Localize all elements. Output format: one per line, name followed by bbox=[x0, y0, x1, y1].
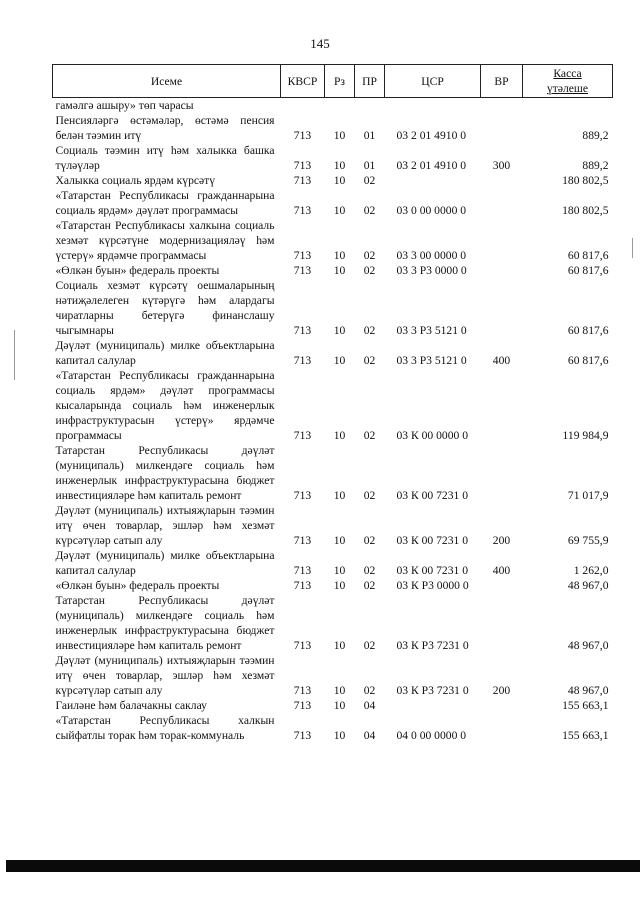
cell-pr: 02 bbox=[363, 534, 376, 547]
cell-csr: 04 0 00 0000 0 bbox=[396, 729, 467, 742]
cell-kvsr: 713 bbox=[293, 159, 312, 172]
table-row bbox=[53, 113, 613, 143]
cell-rz: 10 bbox=[333, 639, 346, 652]
cell-pr: 02 bbox=[363, 684, 376, 697]
cell-csr bbox=[385, 98, 481, 114]
cell-kvsr: 713 bbox=[293, 699, 312, 712]
cell-rz: 10 bbox=[333, 264, 346, 277]
table-row bbox=[53, 218, 613, 263]
cell-csr: 03 2 01 4910 0 bbox=[396, 129, 467, 142]
cell-kvsr: 713 bbox=[293, 429, 312, 442]
cell-pr bbox=[355, 98, 385, 114]
cell-name: Татарстан Республикасы дәүләт (муниципаль) милкендәге социаль һәм инженерлык инфраструктурасына бюджет инвестицияләре һәм капиталь ремонт bbox=[55, 444, 275, 502]
cell-amount: 1 262,0 bbox=[573, 564, 609, 577]
cell-csr: 03 3 Р3 0000 0 bbox=[396, 264, 467, 277]
cell-vr bbox=[481, 218, 523, 263]
cell-kvsr: 713 bbox=[293, 249, 312, 262]
cell-rz: 10 bbox=[333, 489, 346, 502]
cell-csr: 03 К Р3 0000 0 bbox=[396, 579, 469, 592]
cell-pr: 02 bbox=[363, 579, 376, 592]
cell-vr: 300 bbox=[492, 159, 511, 172]
cell-amount: 48 967,0 bbox=[567, 639, 609, 652]
cell-rz: 10 bbox=[333, 249, 346, 262]
cell-kvsr: 713 bbox=[293, 579, 312, 592]
cell-csr: 03 2 01 4910 0 bbox=[396, 159, 467, 172]
cell-amount: 155 663,1 bbox=[562, 729, 609, 742]
cell-kvsr: 713 bbox=[293, 534, 312, 547]
table-row bbox=[53, 698, 613, 713]
cell-name: Социаль тәэмин итү һәм халыкка башка түләүләр bbox=[55, 144, 275, 172]
cell-pr: 02 bbox=[363, 264, 376, 277]
cell-pr: 02 bbox=[363, 204, 376, 217]
cell-csr bbox=[385, 173, 481, 188]
cell-rz: 10 bbox=[333, 354, 346, 367]
cell-amount: 48 967,0 bbox=[567, 579, 609, 592]
cell-name: Социаль хезмәт күрсәтү оешмаларының нәтиҗәлелеген күтәрүгә һәм алардагы чиратларны бетерүгә финанслашу чыгымнары bbox=[55, 279, 275, 337]
cell-amount: 889,2 bbox=[582, 129, 609, 142]
cell-amount: 60 817,6 bbox=[567, 324, 609, 337]
cell-name: Дәүләт (муниципаль) ихтыяҗларын тәэмин итү өчен товарлар, эшләр һәм хезмәт күрсәтүләр сатып алу bbox=[55, 654, 275, 697]
cell-vr bbox=[481, 698, 523, 713]
cell-rz: 10 bbox=[333, 324, 346, 337]
cell-rz bbox=[325, 98, 355, 114]
cell-pr: 01 bbox=[363, 129, 376, 142]
table-row bbox=[53, 653, 613, 698]
cell-kvsr: 713 bbox=[293, 684, 312, 697]
cell-rz: 10 bbox=[333, 534, 346, 547]
header-rz: Рз bbox=[325, 65, 355, 98]
cell-csr: 03 3 Р3 5121 0 bbox=[396, 324, 467, 337]
cell-name: «Өлкән буын» федераль проекты bbox=[55, 579, 220, 592]
table-row bbox=[53, 173, 613, 188]
cell-csr: 03 К Р3 7231 0 bbox=[396, 639, 469, 652]
cell-csr: 03 0 00 0000 0 bbox=[396, 204, 467, 217]
table-row bbox=[53, 143, 613, 173]
table-row bbox=[53, 188, 613, 218]
cell-kvsr: 713 bbox=[293, 354, 312, 367]
cell-csr: 03 К 00 7231 0 bbox=[396, 534, 468, 547]
table-row bbox=[53, 263, 613, 278]
table-row bbox=[53, 98, 613, 114]
page-number: 145 bbox=[310, 36, 330, 51]
header-kvsr: КВСР bbox=[281, 65, 325, 98]
cell-name: Дәүләт (муниципаль) милке объектларына капитал салулар bbox=[55, 339, 275, 367]
cell-pr: 02 bbox=[363, 324, 376, 337]
cell-vr bbox=[481, 593, 523, 653]
cell-kvsr: 713 bbox=[293, 564, 312, 577]
cell-rz: 10 bbox=[333, 174, 346, 187]
scan-bottom-bar bbox=[6, 860, 640, 872]
cell-kvsr: 713 bbox=[293, 324, 312, 337]
cell-kvsr bbox=[281, 98, 325, 114]
cell-amount: 119 984,9 bbox=[562, 429, 609, 442]
cell-name: «Өлкән буын» федераль проекты bbox=[55, 264, 220, 277]
cell-kvsr: 713 bbox=[293, 729, 312, 742]
cell-csr: 03 К 00 7231 0 bbox=[396, 564, 468, 577]
cell-rz: 10 bbox=[333, 429, 346, 442]
cell-pr: 02 bbox=[363, 354, 376, 367]
cell-vr bbox=[481, 188, 523, 218]
cell-vr: 400 bbox=[492, 564, 511, 577]
cell-name: «Татарстан Республикасы халкын сыйфатлы торак һәм торак-коммуналь bbox=[55, 714, 275, 742]
cell-csr: 03 3 Р3 5121 0 bbox=[396, 354, 467, 367]
header-kassa-line1: Касса bbox=[553, 67, 582, 80]
cell-kvsr: 713 bbox=[293, 264, 312, 277]
cell-vr: 200 bbox=[492, 534, 511, 547]
table-row bbox=[53, 578, 613, 593]
cell-pr: 04 bbox=[363, 699, 376, 712]
margin-mark-left bbox=[14, 330, 15, 380]
cell-csr: 03 К 00 7231 0 bbox=[396, 489, 468, 502]
cell-rz: 10 bbox=[333, 729, 346, 742]
cell-amount: 60 817,6 bbox=[567, 249, 609, 262]
cell-amount: 180 802,5 bbox=[562, 174, 609, 187]
cell-csr: 03 К 00 0000 0 bbox=[396, 429, 468, 442]
cell-rz: 10 bbox=[333, 204, 346, 217]
table-row bbox=[53, 593, 613, 653]
cell-pr: 02 bbox=[363, 249, 376, 262]
cell-pr: 04 bbox=[363, 729, 376, 742]
cell-pr: 02 bbox=[363, 174, 376, 187]
cell-kvsr: 713 bbox=[293, 174, 312, 187]
table-row bbox=[53, 503, 613, 548]
cell-amount: 155 663,1 bbox=[562, 699, 609, 712]
table-row bbox=[53, 338, 613, 368]
cell-csr: 03 3 00 0000 0 bbox=[396, 249, 467, 262]
cell-csr: 03 К Р3 7231 0 bbox=[396, 684, 469, 697]
cell-rz: 10 bbox=[333, 699, 346, 712]
header-vr: ВР bbox=[481, 65, 523, 98]
cell-csr bbox=[385, 698, 481, 713]
cell-kvsr: 713 bbox=[293, 204, 312, 217]
cell-amount: 48 967,0 bbox=[567, 684, 609, 697]
table-row bbox=[53, 278, 613, 338]
header-pr: ПР bbox=[355, 65, 385, 98]
cell-kvsr: 713 bbox=[293, 129, 312, 142]
cell-pr: 02 bbox=[363, 489, 376, 502]
cell-rz: 10 bbox=[333, 684, 346, 697]
header-kassa-line2: үтәлеше bbox=[546, 82, 588, 95]
cell-amount: 889,2 bbox=[582, 159, 609, 172]
cell-name: гамәлгә ашыру» төп чарасы bbox=[55, 99, 194, 112]
cell-rz: 10 bbox=[333, 129, 346, 142]
cell-rz: 10 bbox=[333, 579, 346, 592]
cell-name: Пенсияләргә өстәмәләр, өстәмә пенсия белән тәэмин итү bbox=[55, 114, 275, 142]
cell-name: «Татарстан Республикасы гражданнарына социаль ярдәм» дәүләт программасы bbox=[55, 189, 275, 217]
cell-vr bbox=[481, 578, 523, 593]
cell-vr bbox=[481, 173, 523, 188]
cell-name: Халыкка социаль ярдәм күрсәтү bbox=[55, 174, 216, 187]
cell-amount: 69 755,9 bbox=[567, 534, 609, 547]
table-body bbox=[53, 98, 613, 744]
margin-mark-right bbox=[632, 238, 633, 258]
cell-vr bbox=[481, 713, 523, 743]
cell-amount: 60 817,6 bbox=[567, 264, 609, 277]
cell-name: Гаиләне һәм балачакны саклау bbox=[55, 699, 207, 712]
cell-vr bbox=[481, 263, 523, 278]
cell-pr: 02 bbox=[363, 639, 376, 652]
header-csr: ЦСР bbox=[385, 65, 481, 98]
cell-vr bbox=[481, 443, 523, 503]
table-header-row bbox=[53, 65, 613, 98]
cell-amount: 71 017,9 bbox=[567, 489, 609, 502]
cell-pr: 02 bbox=[363, 564, 376, 577]
cell-vr bbox=[481, 368, 523, 443]
header-kassa bbox=[523, 65, 613, 98]
cell-name: Татарстан Республикасы дәүләт (муниципаль) милкендәге социаль һәм инженерлык инфраструктурасына бюджет инвестицияләре һәм капиталь ремонт bbox=[55, 594, 275, 652]
cell-kvsr: 713 bbox=[293, 489, 312, 502]
cell-rz: 10 bbox=[333, 564, 346, 577]
table-row bbox=[53, 713, 613, 743]
cell-pr: 02 bbox=[363, 429, 376, 442]
table-row bbox=[53, 548, 613, 578]
cell-vr bbox=[481, 98, 523, 114]
cell-vr bbox=[481, 278, 523, 338]
cell-vr bbox=[481, 113, 523, 143]
cell-amount bbox=[523, 98, 613, 114]
table-row bbox=[53, 368, 613, 443]
cell-name: «Татарстан Республикасы халкына социаль хезмәт күрсәтүне модернизацияләү һәм үстерү» ярдәмче программасы bbox=[55, 219, 275, 262]
cell-vr: 200 bbox=[492, 684, 511, 697]
cell-name: Дәүләт (муниципаль) ихтыяҗларын тәэмин итү өчен товарлар, эшләр һәм хезмәт күрсәтүләр сатып алу bbox=[55, 504, 275, 547]
header-name: Исеме bbox=[53, 65, 281, 98]
budget-table bbox=[52, 64, 613, 743]
cell-name: Дәүләт (муниципаль) милке объектларына капитал салулар bbox=[55, 549, 275, 577]
cell-amount: 180 802,5 bbox=[562, 204, 609, 217]
table-row bbox=[53, 443, 613, 503]
cell-amount: 60 817,6 bbox=[567, 354, 609, 367]
cell-pr: 01 bbox=[363, 159, 376, 172]
cell-rz: 10 bbox=[333, 159, 346, 172]
cell-kvsr: 713 bbox=[293, 639, 312, 652]
cell-name: «Татарстан Республикасы гражданнарына социаль ярдәм» дәүләт программасы кысаларында социаль һәм инженерлык инфраструктурасын үстерү» ярдәмче программасы bbox=[55, 369, 275, 442]
cell-vr: 400 bbox=[492, 354, 511, 367]
